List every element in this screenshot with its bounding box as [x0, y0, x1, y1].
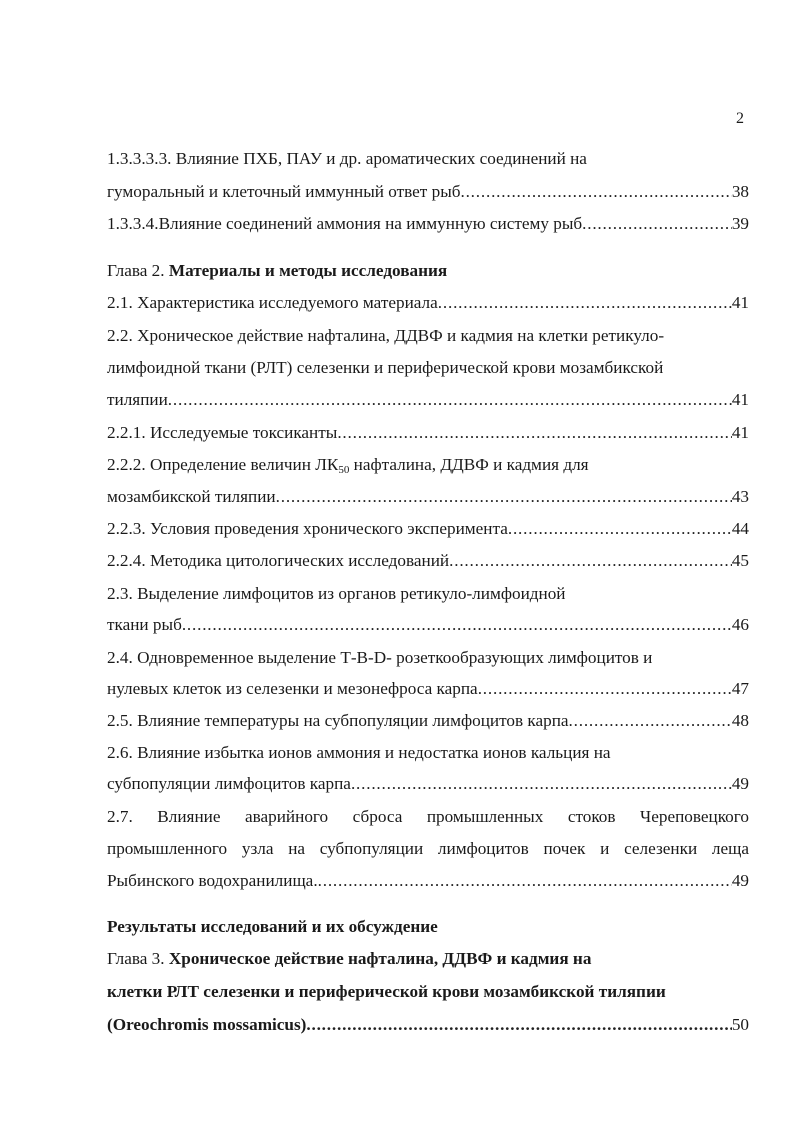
dot-leader	[460, 181, 731, 203]
toc-entry-text: 1.3.3.4.Влияние соединений аммония на иммунную систему рыб	[107, 214, 583, 233]
toc-entry-2-7-line2	[107, 838, 749, 860]
toc-entry-text: ткани рыб	[107, 615, 182, 634]
chapter-title: Материалы и методы исследования	[168, 261, 448, 280]
chapter-prefix: Глава 2.	[107, 261, 169, 280]
toc-page-ref: 38	[731, 182, 749, 201]
toc-entry-2-6-line1	[107, 742, 749, 764]
toc-page-ref: 46	[731, 615, 749, 634]
toc-entry-2-4-line2[interactable]	[107, 678, 749, 700]
toc-page-ref: 48	[731, 711, 749, 730]
dot-leader	[182, 614, 732, 636]
word: стоков	[567, 807, 616, 826]
toc-entry-2-7-line3[interactable]	[107, 870, 749, 892]
dot-leader	[276, 486, 732, 508]
toc-entry-2-2-3[interactable]	[107, 518, 749, 540]
toc-entry-text: 2.2.4. Методика цитологических исследований	[107, 551, 450, 570]
dot-leader	[449, 550, 732, 572]
chapter-title: (Oreochromis mossamicus)	[107, 1015, 307, 1034]
toc-entry-text: нулевых клеток из селезенки и мезонефроса карпа	[107, 679, 478, 698]
toc-page-ref: 39	[731, 214, 749, 233]
chapter-3-heading-line1	[107, 948, 749, 970]
toc-entry-2-2-line2	[107, 357, 749, 379]
word: Влияние	[157, 807, 221, 826]
dot-leader	[337, 422, 732, 444]
toc-page-ref: 41	[731, 390, 749, 409]
toc-page-ref: 50	[731, 1015, 749, 1034]
toc-entry-2-4-line1	[107, 647, 749, 669]
toc-entry-text: 2.2. Хроническое действие нафталина, ДДВФ и кадмия на клетки ретикуло-	[107, 326, 665, 345]
chapter-3-heading-line2	[107, 981, 749, 1003]
toc-entry-2-6-line2[interactable]	[107, 773, 749, 795]
toc-entry-2-2-2-line2[interactable]	[107, 486, 749, 508]
toc-page-ref: 49	[731, 871, 749, 890]
toc-entry-2-2-line1	[107, 325, 749, 347]
toc-entry-2-2-2-line1	[107, 454, 749, 476]
toc-page-ref: 43	[731, 487, 749, 506]
word: 2.7.	[107, 807, 133, 826]
toc-entry-2-3-line2[interactable]	[107, 614, 749, 636]
toc-page-ref: 41	[731, 293, 749, 312]
toc-page-ref: 45	[731, 551, 749, 570]
chapter-2-heading	[107, 260, 749, 282]
word: селезенки	[624, 839, 698, 858]
dot-leader	[438, 292, 732, 314]
chapter-prefix: Глава 3.	[107, 949, 169, 968]
dot-leader	[318, 870, 732, 892]
toc-entry-text: субпопуляции лимфоцитов карпа	[107, 774, 351, 793]
toc-entry-2-3-line1	[107, 583, 749, 605]
toc-entry-1-3-3-3-3-line2[interactable]	[107, 181, 749, 203]
dot-leader	[351, 773, 732, 795]
dot-leader	[582, 213, 732, 235]
word: промышленного	[107, 839, 228, 858]
toc-entry-2-5[interactable]	[107, 710, 749, 732]
toc-entry-text: 2.1. Характеристика исследуемого материала	[107, 293, 438, 312]
chapter-title: Хроническое действие нафталина, ДДВФ и кадмия на	[168, 949, 592, 968]
toc-entry-1-3-3-3-3-line1	[107, 148, 749, 170]
word: и	[600, 839, 610, 858]
section-title: Результаты исследований и их обсуждение	[107, 917, 438, 936]
word: субпопуляции	[319, 839, 424, 858]
toc-entry-text: 2.6. Влияние избытка ионов аммония и недостатка ионов кальция на	[107, 743, 611, 762]
toc-entry-text: 2.4. Одновременное выделение Т-В-D- розеткообразующих лимфоцитов и	[107, 648, 653, 667]
dot-leader	[569, 710, 732, 732]
page-number: 2	[736, 110, 744, 127]
chapter-3-heading-line3[interactable]	[107, 1014, 749, 1036]
toc-page-ref: 47	[731, 679, 749, 698]
toc-entry-2-7-line1	[107, 806, 749, 828]
toc-entry-text: 1.3.3.3.3. Влияние ПХБ, ПАУ и др. ароматических соединений на	[107, 149, 587, 168]
toc-entry-1-3-3-4[interactable]	[107, 213, 749, 235]
chapter-title: клетки РЛТ селезенки и периферической крови мозамбикской тиляпии	[107, 982, 666, 1001]
word: узла	[241, 839, 274, 858]
toc-page-ref: 49	[731, 774, 749, 793]
toc-entry-text: 2.2.2. Определение величин ЛК	[107, 455, 339, 474]
toc-entry-text: лимфоидной ткани (РЛТ) селезенки и периферической крови мозамбикской	[107, 358, 664, 377]
toc-entry-2-2-4[interactable]	[107, 550, 749, 572]
word: аварийного	[244, 807, 329, 826]
dot-leader	[508, 518, 732, 540]
toc-entry-text: 2.3. Выделение лимфоцитов из органов ретикуло-лимфоидной	[107, 584, 566, 603]
toc-page-ref: 44	[731, 519, 749, 538]
word: на	[288, 839, 306, 858]
toc-entry-text: мозамбикской тиляпии	[107, 487, 276, 506]
toc-entry-text: тиляпии	[107, 390, 168, 409]
dot-leader	[478, 678, 732, 700]
word: почек	[543, 839, 586, 858]
subscript-50: 50	[338, 464, 350, 476]
toc-entry-text: Рыбинского водохранилища.	[107, 871, 318, 890]
word: леща	[711, 839, 749, 858]
toc-entry-2-2-1[interactable]	[107, 422, 749, 444]
toc-entry-text: 2.5. Влияние температуры на субпопуляции лимфоцитов карпа	[107, 711, 569, 730]
dot-leader	[306, 1014, 731, 1036]
results-heading	[107, 916, 749, 938]
toc-entry-text: гуморальный и клеточный иммунный ответ рыб	[107, 182, 461, 201]
word: промышленных	[426, 807, 544, 826]
toc-page-ref: 41	[731, 423, 749, 442]
dot-leader	[168, 389, 732, 411]
toc-entry-text: нафталина, ДДВФ и кадмия для	[349, 455, 589, 474]
word: лимфоцитов	[437, 839, 529, 858]
toc-entry-text: 2.2.3. Условия проведения хронического эксперимента	[107, 519, 508, 538]
word: сброса	[352, 807, 403, 826]
toc-entry-text: 2.2.1. Исследуемые токсиканты	[107, 423, 338, 442]
word: Череповецкого	[640, 807, 749, 826]
toc-entry-2-2-line3[interactable]	[107, 389, 749, 411]
toc-entry-2-1[interactable]	[107, 292, 749, 314]
